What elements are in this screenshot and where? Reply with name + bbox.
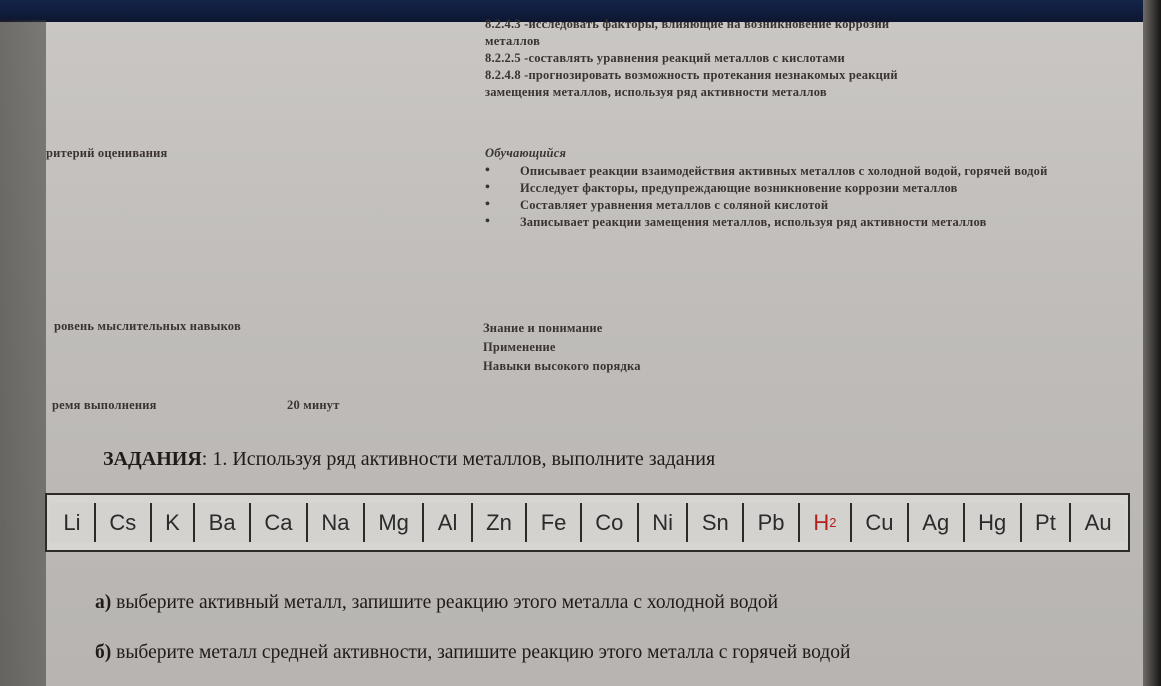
series-cell-li: Li xyxy=(50,503,96,542)
series-cell-al: Al xyxy=(424,503,472,542)
task-label: ЗАДАНИЯ xyxy=(103,448,202,470)
task-text: : 1. Используя ряд активности металлов, выполните задания xyxy=(201,448,716,470)
thinking-levels xyxy=(483,320,641,377)
series-cell-hg: Hg xyxy=(965,503,1022,542)
criteria-item: • Составляет уравнения металлов с соляной кислотой xyxy=(485,197,1060,213)
metal-activity-series xyxy=(45,493,1130,552)
criteria-item: • Записывает реакции замещения металлов, используя ряд активности металлов xyxy=(485,214,1060,230)
series-cell-fe: Fe xyxy=(527,503,582,542)
hydrogen-subscript: 2 xyxy=(829,515,837,530)
series-cell-cs: Cs xyxy=(96,503,152,542)
series-cell-zn: Zn xyxy=(473,503,528,542)
criteria-item: • Исследует факторы, предупреждающие возникновение коррозии металлов xyxy=(485,180,1060,196)
series-cell-sn: Sn xyxy=(688,503,744,542)
criteria-block xyxy=(485,145,1060,231)
goal-line: 8.2.2.5 -составлять уравнения реакций металлов с кислотами xyxy=(485,51,845,65)
series-cell-ag: Ag xyxy=(909,503,965,542)
criteria-label: ритерий оценивания xyxy=(46,146,168,160)
question-b-letter: б) xyxy=(95,642,112,663)
criteria-heading: Обучающийся xyxy=(485,146,567,160)
hydrogen-symbol: H xyxy=(813,509,830,535)
question-a-letter: а) xyxy=(95,592,112,613)
screen-right-edge xyxy=(1143,0,1161,686)
level-item: Применение xyxy=(483,340,556,354)
series-cell-k: K xyxy=(152,503,196,542)
goal-line: 8.2.4.3 -исследовать факторы, влияющие на возникновение коррозии xyxy=(485,17,890,31)
learning-goals xyxy=(485,16,898,101)
level-item: Навыки высокого порядка xyxy=(483,359,641,373)
criteria-item: • Описывает реакции взаимодействия активных металлов с холодной водой, горячей водой xyxy=(485,163,1060,179)
question-b xyxy=(95,642,850,664)
series-cell-h2 xyxy=(800,503,852,542)
time-label: ремя выполнения xyxy=(52,398,157,412)
series-cell-pb: Pb xyxy=(744,503,800,542)
goal-line: 8.2.4.8 -прогнозировать возможность протекания незнакомых реакций xyxy=(485,68,898,82)
criteria-list xyxy=(485,163,1060,230)
time-value: 20 минут xyxy=(287,398,340,412)
series-cell-na: Na xyxy=(308,503,365,542)
series-cell-cu: Cu xyxy=(852,503,909,542)
series-cell-ni: Ni xyxy=(639,503,689,542)
series-cell-co: Co xyxy=(582,503,639,542)
question-b-text: выберите металл средней активности, запишите реакцию этого металла с горячей водой xyxy=(111,642,851,663)
series-cell-ba: Ba xyxy=(195,503,251,542)
level-item: Знание и понимание xyxy=(483,321,603,335)
question-a-text: выберите активный металл, запишите реакцию этого металла с холодной водой xyxy=(111,592,779,613)
task-title xyxy=(103,448,715,471)
series-cell-ca: Ca xyxy=(251,503,308,542)
question-a xyxy=(95,592,778,614)
thinking-level-label: ровень мыслительных навыков xyxy=(54,319,241,333)
page-left-shadow xyxy=(0,20,46,686)
series-cell-au: Au xyxy=(1071,503,1125,542)
goal-line: замещения металлов, используя ряд активности металлов xyxy=(485,85,827,99)
series-cell-pt: Pt xyxy=(1022,503,1072,542)
series-cell-mg: Mg xyxy=(365,503,424,542)
goal-line: металлов xyxy=(485,34,541,48)
